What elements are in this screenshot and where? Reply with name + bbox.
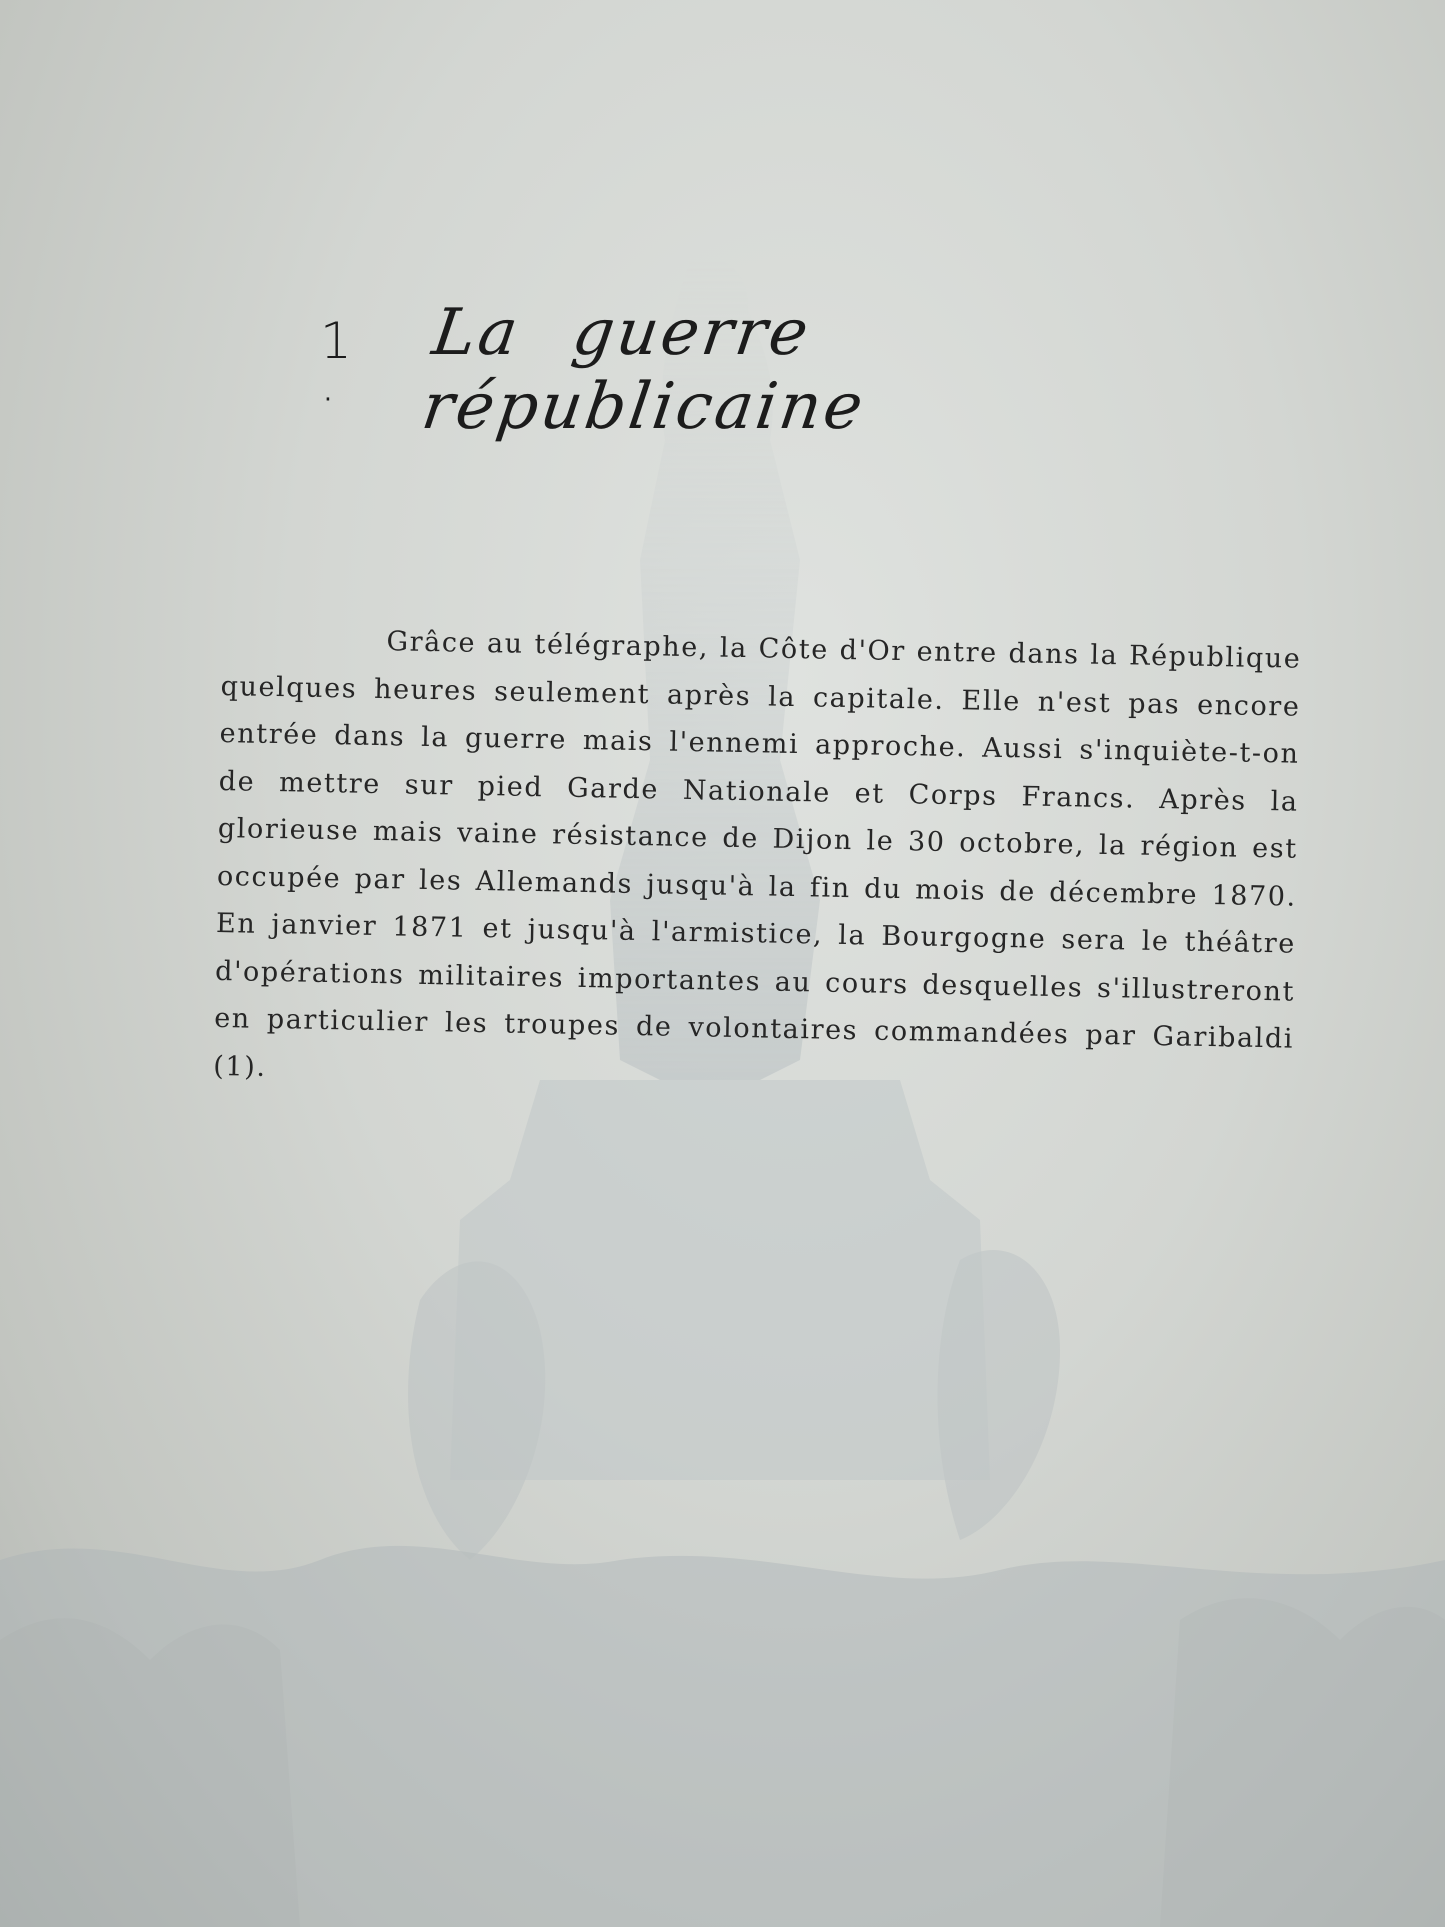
- chapter-title: La guerre républicaine: [417, 296, 871, 444]
- body-paragraph: Grâce au télégraphe, la Côte d'Or entre dans la République quelques heures seulement après la capitale. Elle n'est pas encore entrée dans la guerre mais l'ennemi approche. Aussi s'inquiète-t-on de mettre sur pied Garde Nationale et Corps Francs. Après la glorieuse mais vaine résistance de Dijon le 30 octobre, la région est occupée par les Allemands jusqu'à la fin du mois de décembre 1870. En janvier 1871 et jusqu'à l'armistice, la Bourgogne sera le théâtre d'opérations militaires importantes au cours desquelles s'illustreront en particulier les troupes de volontaires commandées par Garibaldi (1).: [213, 626, 1302, 1083]
- chapter-heading: [320, 296, 1220, 444]
- chapter-number: 1 ·: [320, 312, 358, 428]
